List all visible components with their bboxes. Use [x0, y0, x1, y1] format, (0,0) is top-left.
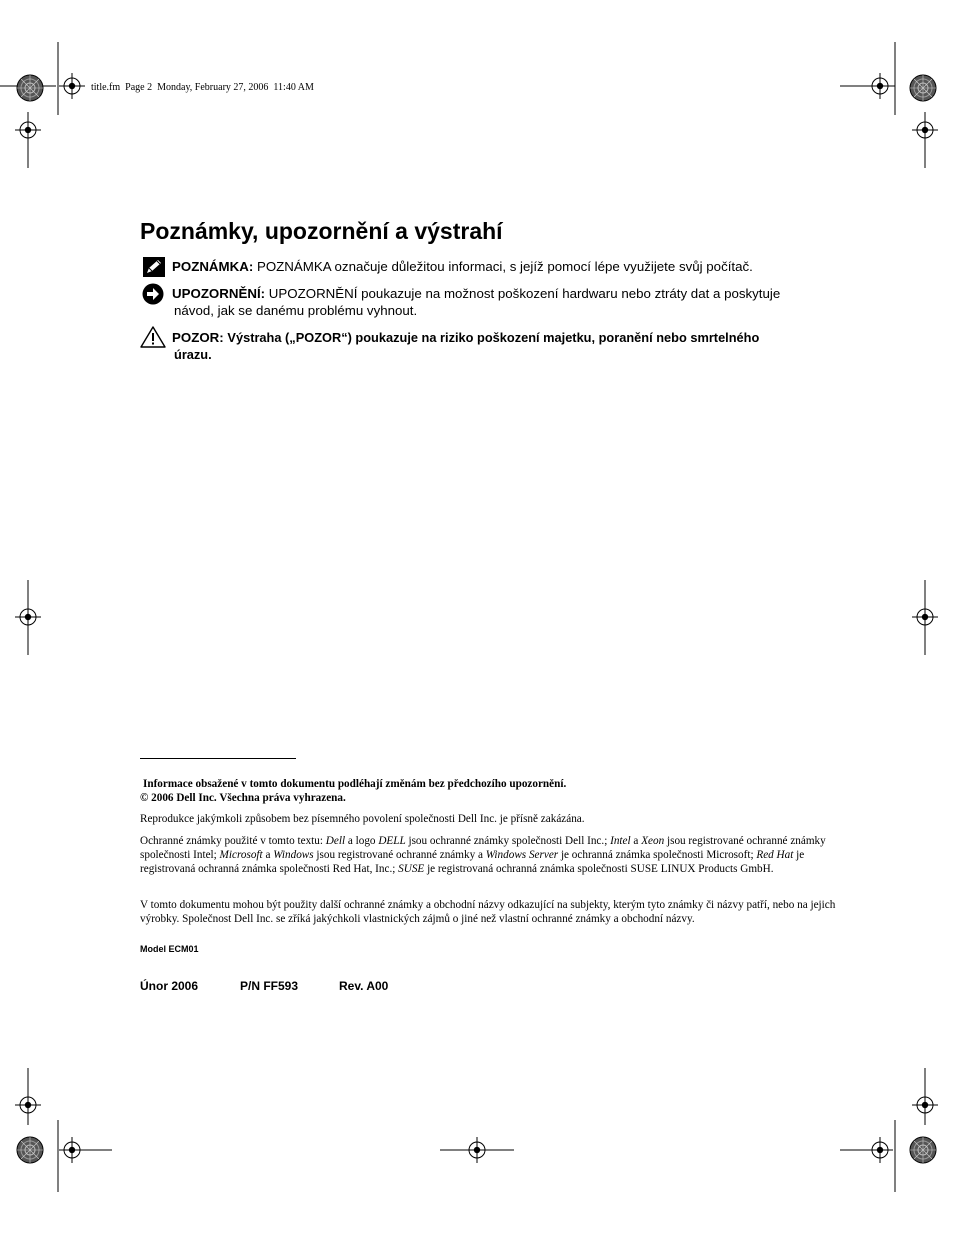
- upozorneni-notice: [140, 285, 840, 319]
- upozorneni-label: UPOZORNĚNÍ:: [172, 286, 266, 301]
- pozor-text-line2: úrazu.: [174, 347, 212, 362]
- tm-text-8: je ochranná známka společnosti Microsoft;: [558, 849, 757, 861]
- tm-text-6: a: [262, 849, 274, 861]
- upozorneni-text-line2: návod, jak se danému problému vyhnout.: [174, 303, 418, 318]
- tm-text-10: je registrovaná ochranná známka společnosti SUSE LINUX Products GmbH.: [424, 863, 774, 875]
- pozor-notice: [140, 329, 840, 363]
- tm-microsoft: Microsoft: [219, 849, 263, 861]
- tm-dell: Dell: [325, 835, 346, 847]
- header-date: Monday, February 27, 2006: [157, 82, 269, 93]
- tm-dell-logo: DELL: [378, 835, 406, 847]
- tm-text-5: jsou registrované ochranné známky společnosti Intel;: [140, 835, 826, 861]
- tm-text-1: Ochranné známky použité v tomto textu:: [140, 835, 326, 847]
- header-time: 11:40 AM: [273, 82, 314, 93]
- note-label: POZNÁMKA:: [172, 259, 254, 274]
- tm-red-hat: Red Hat: [756, 849, 794, 861]
- tm-windows-server: Windows Server: [485, 849, 559, 861]
- warning-triangle-icon: [140, 326, 166, 348]
- legal-info: [140, 777, 845, 805]
- legal-copyright: © 2006 Dell Inc. Všechna práva vyhrazena.: [140, 792, 346, 804]
- tm-text-9: je registrovaná ochranná známka společnosti Red Hat, Inc.;: [140, 849, 805, 875]
- crop-lines: [0, 42, 925, 1192]
- tm-text-4: a: [630, 835, 642, 847]
- model-number: Model ECM01: [140, 944, 199, 954]
- legal-other-marks: V tomto dokumentu mohou být použity další ochranné známky a obchodní názvy odkazující na subjekty, kterým tyto známky či názvy patří, nebo na jejich výrobky. Společnost Dell Inc. se zříká jakýchkoli vlastnických zájmů o jiné než vlastní ochranné známky a obchodní názvy.: [140, 899, 836, 925]
- pozor-label: POZOR:: [172, 330, 224, 345]
- pozor-text-line1: Výstraha („POZOR“) poukazuje na riziko poškození majetku, poranění nebo smrtelného: [227, 330, 760, 345]
- tm-windows: Windows: [273, 849, 314, 861]
- doc-part-number: P/N FF593: [240, 979, 299, 993]
- legal-info-line1: Informace obsažené v tomto dokumentu podléhají změnám bez předchozího upozornění.: [143, 778, 567, 790]
- tm-text-7: jsou registrované ochranné známky a: [313, 849, 486, 861]
- document-info-line: [140, 979, 388, 993]
- upozorneni-text-line1: UPOZORNĚNÍ poukazuje na možnost poškození hardwaru nebo ztráty dat a poskytuje: [268, 286, 781, 301]
- note-notice: [140, 258, 840, 275]
- footnote-divider: [140, 758, 296, 759]
- note-text: POZNÁMKA označuje důležitou informaci, s jejíž pomocí lépe využijete svůj počítač.: [256, 259, 753, 274]
- header-file: title.fm: [91, 82, 121, 93]
- doc-revision: Rev. A00: [339, 979, 389, 993]
- header-page: Page 2: [125, 82, 153, 93]
- tm-text-3: jsou ochranné známky společnosti Dell Inc.;: [405, 835, 611, 847]
- arrow-circle-icon: [142, 283, 164, 305]
- doc-date: Únor 2006: [140, 979, 199, 993]
- file-header-line: [91, 82, 314, 93]
- tm-text-2: a logo: [345, 835, 379, 847]
- tm-xeon: Xeon: [641, 835, 665, 847]
- legal-trademarks: [140, 834, 845, 876]
- legal-reproduction: Reprodukce jakýmkoli způsobem bez písemného povolení společnosti Dell Inc. je přísně zakázána.: [140, 813, 585, 825]
- tm-suse: SUSE: [398, 863, 425, 875]
- tm-intel: Intel: [610, 835, 631, 847]
- page-title: Poznámky, upozornění a výstrahí: [140, 218, 503, 244]
- pencil-icon: [143, 257, 165, 277]
